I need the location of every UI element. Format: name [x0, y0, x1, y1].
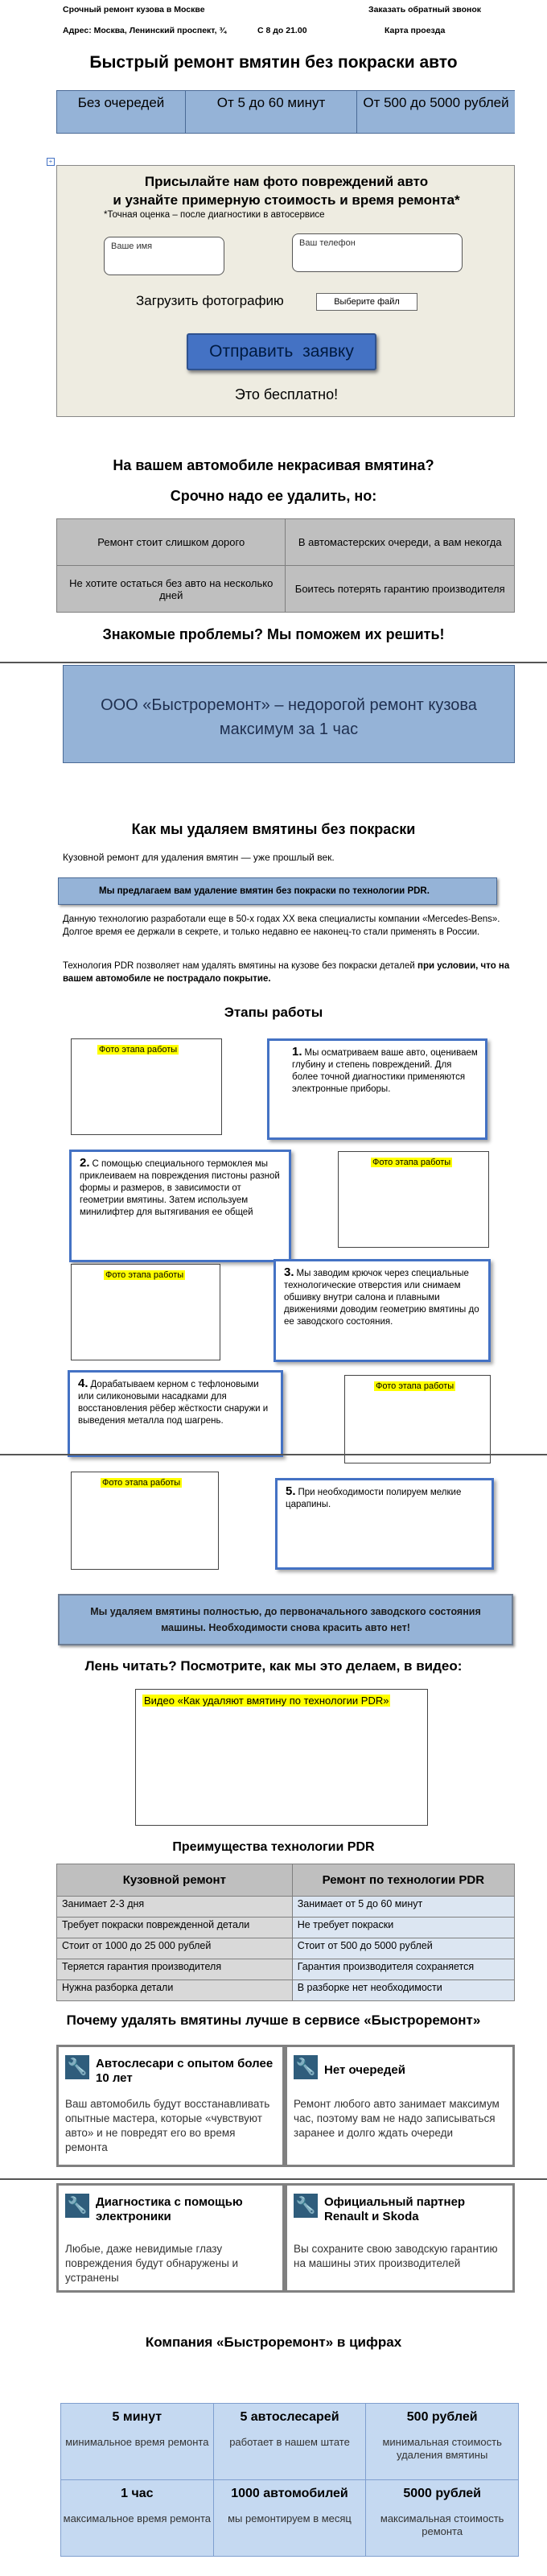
stages-title: Этапы работы: [224, 1005, 323, 1020]
submit-button[interactable]: Отправить заявку: [187, 333, 376, 370]
how-para2-bold: при условии, что на вашем автомобиле не пострадало покрытие.: [63, 961, 510, 984]
step-text: Дорабатываем керном с тефлоновыми или силиконовыми насадками для восстановления рёбер жёсткости снаружи и выведения металла под шагрень.: [78, 1380, 269, 1426]
advantage-title: Диагностика с помощью электроники: [96, 2195, 243, 2223]
wrench-icon: 🔧: [65, 2194, 89, 2218]
stat-desc: максимальная стоимость ремонта: [380, 2512, 504, 2537]
stat-value: 5000 рублей: [403, 2487, 481, 2500]
form-note: *Точная оценка – после диагностики в автосервисе: [104, 210, 325, 220]
compare-cell: Требует покраски поврежденной детали: [57, 1918, 293, 1938]
video-player[interactable]: [135, 1689, 428, 1826]
header-title: Срочный ремонт кузова в Москве: [63, 5, 205, 14]
stage-photo-1: [71, 1038, 222, 1135]
stage-photo-3: [71, 1264, 220, 1360]
advantage-text: Любые, даже невидимые глазу повреждения будут обнаружены и устранены: [65, 2243, 239, 2284]
compare-cell: Занимает от 5 до 60 минут: [292, 1897, 514, 1918]
advantage-text: Вы сохраните свою заводскую гарантию на машины этих производителей: [294, 2243, 498, 2269]
problem-cell: Не хотите остаться без авто на несколько дней: [57, 566, 286, 613]
wrench-icon: 🔧: [294, 2194, 318, 2218]
company-banner-text: ООО «Быстроремонт» – недорогой ремонт кузова максимум за 1 час: [101, 696, 477, 738]
name-field[interactable]: Ваше имя: [104, 237, 224, 275]
advantage-diagnostics: [56, 2183, 285, 2293]
photo-label: Фото этапа работы: [99, 1045, 178, 1055]
photo-label: Фото этапа работы: [372, 1158, 451, 1167]
divider: [0, 1454, 547, 1455]
step-3: [274, 1259, 491, 1362]
compare-cell: Стоит от 1000 до 25 000 рублей: [57, 1938, 293, 1959]
stat-cell: [61, 2480, 214, 2557]
compare-cell: Стоит от 500 до 5000 рублей: [292, 1938, 514, 1959]
benefit-price: От 500 до 5000 рублей: [357, 91, 515, 133]
benefits-bar: [56, 90, 515, 134]
compare-header: Ремонт по технологии PDR: [292, 1864, 514, 1897]
wrench-icon: 🔧: [294, 2055, 318, 2079]
step-text: С помощью специального термоклея мы приклеиваем на повреждения пистоны разной формы и размеров, в зависимости от геометрии вмятины. Затем используем минилифтер для вытягивания ее общей: [80, 1159, 280, 1217]
how-para2-text: Технология PDR позволяет нам удалять вмятины на кузове без покраски деталей: [63, 961, 418, 971]
stat-desc: мы ремонтируем в месяц: [228, 2512, 352, 2524]
stat-desc: работает в нашем штате: [229, 2436, 350, 2448]
problem-question: На вашем автомобиле некрасивая вмятина?: [113, 457, 434, 473]
step-number: 4.: [78, 1377, 88, 1390]
benefit-no-queue: Без очередей: [57, 91, 186, 133]
free-note: Это бесплатно!: [234, 386, 339, 402]
step-text: Мы заводим крючок через специальные технологические отверстия или снимаем обшивку внутри салона и плавными движениями доводим геометрию вмятины до ее заводского состояния.: [284, 1269, 479, 1327]
step-number: 1.: [292, 1045, 302, 1059]
step-text: При необходимости полируем мелкие царапины.: [286, 1488, 462, 1509]
compare-cell: Занимает 2-3 дня: [57, 1897, 293, 1918]
advantage-title: Нет очередей: [324, 2063, 405, 2077]
company-banner: [63, 665, 515, 763]
stat-cell: [61, 2404, 214, 2480]
compare-cell: Нужна разборка детали: [57, 1980, 293, 2001]
step-number: 2.: [80, 1156, 90, 1170]
step-1: [267, 1038, 487, 1140]
step-5: [275, 1478, 494, 1570]
problems-table: [56, 518, 515, 613]
compare-cell: В разборке нет необходимости: [292, 1980, 514, 2001]
stat-cell: [213, 2404, 366, 2480]
stat-desc: минимальное время ремонта: [65, 2436, 209, 2448]
divider: [0, 662, 547, 663]
stats-title: Компания «Быстроремонт» в цифрах: [145, 2334, 402, 2350]
advantage-title: Официальный партнер Renault и Skoda: [324, 2195, 466, 2223]
form-title-line2: и узнайте примерную стоимость и время ремонта*: [113, 192, 460, 208]
form-title-line1: Присылайте нам фото повреждений авто: [144, 174, 429, 189]
full-removal-banner: [58, 1594, 513, 1645]
stage-photo-5: [71, 1472, 219, 1570]
why-title: Почему удалять вмятины лучше в сервисе «Быстроремонт»: [66, 2013, 481, 2028]
step-number: 5.: [286, 1484, 296, 1498]
stats-table: [60, 2403, 519, 2557]
stat-desc: минимальная стоимость удаления вмятины: [382, 2436, 502, 2461]
stat-value: 5 автослесарей: [240, 2410, 339, 2424]
stat-value: 5 минут: [112, 2410, 162, 2424]
video-title: Лень читать? Посмотрите, как мы это делаем, в видео:: [84, 1658, 463, 1674]
advantage-text: Ваш автомобиль будут восстанавливать опытные мастера, которые «чувствуют авто» и не повредят его во время ремонта: [65, 2098, 270, 2153]
benefit-time: От 5 до 60 минут: [186, 91, 357, 133]
stage-photo-4: [344, 1375, 491, 1463]
how-title: Как мы удаляем вмятины без покраски: [131, 821, 416, 837]
stat-value: 1000 автомобилей: [231, 2487, 348, 2500]
how-para1: Данную технологию разработали еще в 50-х годах XX века специалисты компании «Mercedes-Bens». Долгое время ее держали в секрете, и только недавно ее наконец-то стали применять в России.: [63, 914, 500, 937]
video-label: Видео «Как удаляют вмятину по технологии PDR»: [144, 1695, 389, 1707]
stat-cell: [213, 2480, 366, 2557]
how-intro: Кузовной ремонт для удаления вмятин — уже прошлый век.: [63, 852, 335, 863]
anchor-icon: +: [47, 158, 55, 166]
compare-cell: Не требует покраски: [292, 1918, 514, 1938]
problem-subtitle: Срочно надо ее удалить, но:: [170, 488, 377, 504]
stat-desc: максимальное время ремонта: [63, 2512, 211, 2524]
address: Адрес: Москва, Ленинский проспект, ¾: [63, 26, 227, 35]
step-number: 3.: [284, 1265, 294, 1279]
step-4: [68, 1370, 283, 1457]
wrench-icon: 🔧: [65, 2055, 89, 2079]
step-text: Мы осматриваем ваше авто, оцениваем глубину и степень повреждений. Для более точной диагностики применяются электронные приборы.: [292, 1048, 478, 1094]
stat-cell: [366, 2404, 519, 2480]
compare-cell: Гарантия производителя сохраняется: [292, 1959, 514, 1980]
pdr-highlight: Мы предлагаем вам удаление вмятин без покраски по технологии PDR.: [58, 877, 497, 905]
phone-field[interactable]: Ваш телефон: [292, 233, 463, 272]
advantage-partner: [285, 2183, 515, 2293]
photo-label: Фото этапа работы: [376, 1381, 454, 1391]
solution-title: Знакомые проблемы? Мы поможем их решить!: [102, 626, 445, 642]
photo-label: Фото этапа работы: [102, 1478, 181, 1488]
compare-header: Кузовной ремонт: [57, 1864, 293, 1897]
problem-cell: Боитесь потерять гарантию производителя: [286, 566, 515, 613]
main-title: Быстрый ремонт вмятин без покраски авто: [89, 53, 458, 72]
choose-file-button[interactable]: Выберите файл: [316, 293, 417, 311]
advantage-text: Ремонт любого авто занимает максимум час, поэтому вам не надо записываться заранее и долго ждать очереди: [294, 2098, 500, 2139]
full-removal-text: Мы удаляем вмятины полностью, до первоначального заводского состояния машины. Необходимости снова красить авто нет!: [90, 1606, 481, 1633]
step-2: [69, 1150, 291, 1262]
callback-link[interactable]: Заказать обратный звонок: [368, 5, 482, 14]
how-para2: [63, 960, 513, 985]
request-form: [56, 165, 515, 417]
photo-label: Фото этапа работы: [105, 1270, 184, 1280]
stat-value: 1 час: [121, 2487, 154, 2500]
advantage-no-queue: [285, 2045, 515, 2167]
stat-cell: [366, 2480, 519, 2557]
problem-cell: Ремонт стоит слишком дорого: [57, 519, 286, 566]
divider: [0, 2178, 547, 2180]
stage-photo-2: [338, 1151, 489, 1248]
work-hours: С 8 до 21.00: [257, 26, 307, 35]
problem-cell: В автомастерских очереди, а вам некогда: [286, 519, 515, 566]
advantage-title: Автослесари с опытом более 10 лет: [96, 2057, 274, 2085]
compare-table: [56, 1864, 515, 2001]
stat-value: 500 рублей: [406, 2410, 478, 2424]
advantage-experience: [56, 2045, 285, 2167]
compare-cell: Теряется гарантия производителя: [57, 1959, 293, 1980]
compare-title: Преимущества технологии PDR: [172, 1840, 375, 1854]
map-link[interactable]: Карта проезда: [385, 26, 446, 35]
upload-label: Загрузить фотографию: [136, 293, 284, 308]
